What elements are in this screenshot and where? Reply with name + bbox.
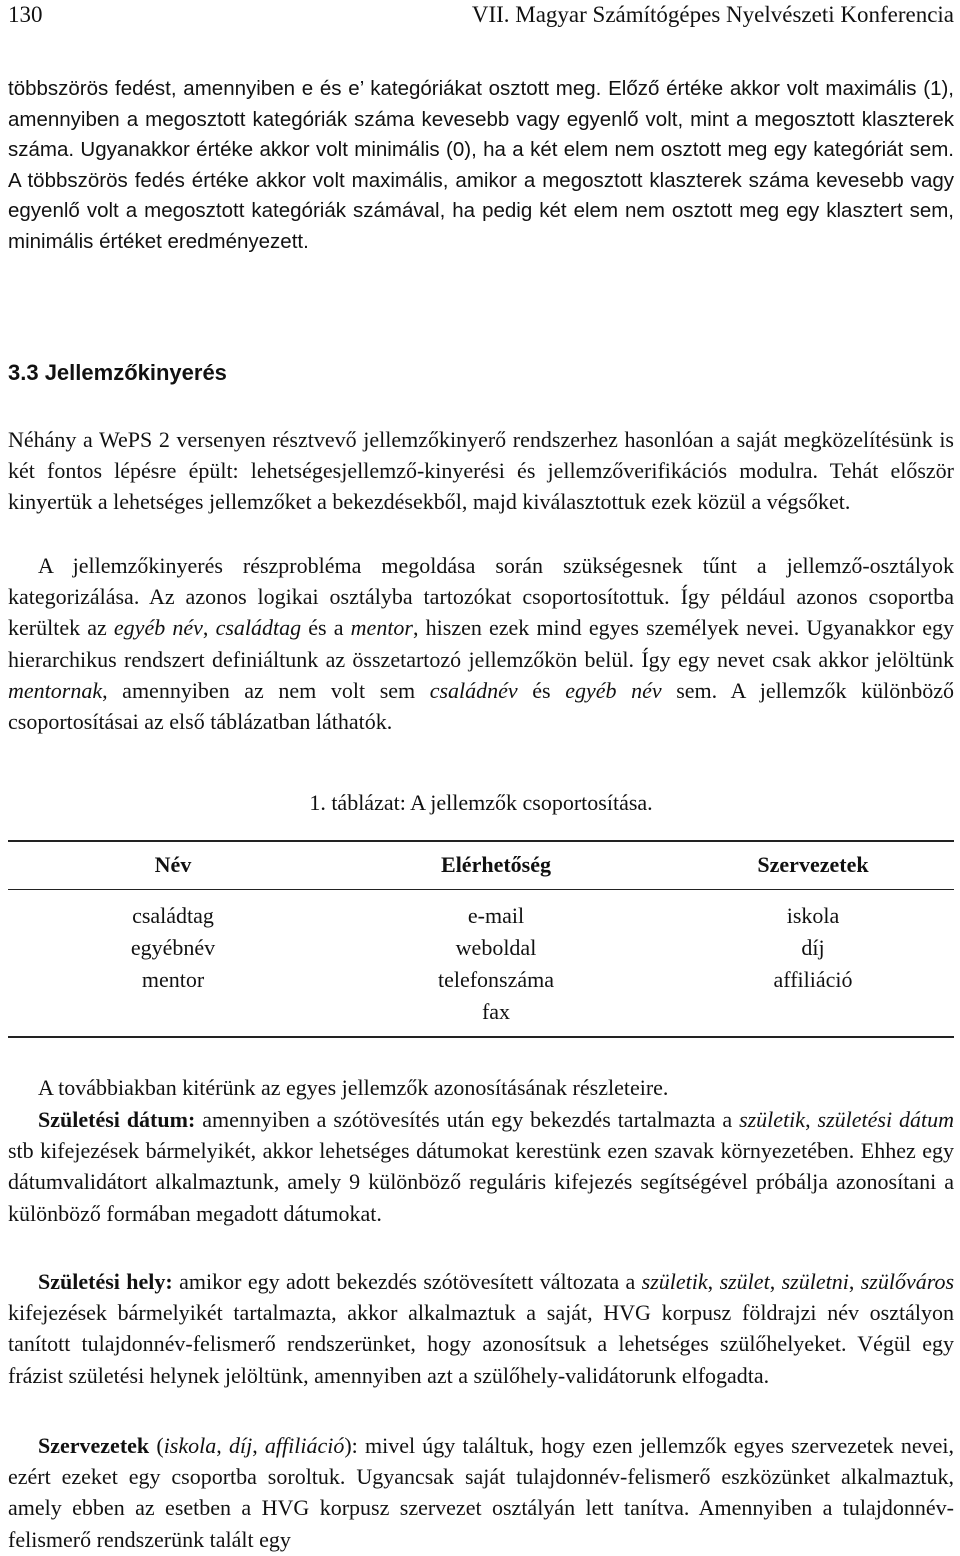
- text-run: ): mivel úgy találtuk, hogy ezen jellemzők egyes szervezetek nevei, ezért ezeket egy csoportba soroltuk. Ugyancsak saját tulajdonnév-felismerő eszközünket alkalmaztuk, amely ebben az esetben a HVG korpusz szervezet osztályán lett tanítva. Amennyiben a tulajdonnév-felismerő rendszerünk talált egy: [8, 1433, 955, 1552]
- table-header-rule: [8, 889, 954, 890]
- table-cell: e-mail: [467, 903, 525, 928]
- table-header-cell: Szervezetek: [757, 852, 869, 877]
- table-cell: telefonszáma: [437, 967, 555, 992]
- italic-term: affiliáció: [264, 1433, 345, 1458]
- text-run: (: [149, 1433, 164, 1458]
- table-bottom-rule: [8, 1036, 954, 1038]
- section-paragraph-2: [8, 550, 954, 737]
- table-cell: egyébnév: [130, 935, 216, 960]
- italic-term: születési dátum: [817, 1107, 955, 1132]
- bold-label: Születési dátum:: [38, 1107, 196, 1132]
- text-run: ,: [216, 1433, 229, 1458]
- table-caption: 1. táblázat: A jellemzők csoportosítása.: [309, 790, 653, 815]
- text-run: stb kifejezések bármelyikét, akkor lehetséges dátumokat kerestünk ezen szavak környezetében. Ehhez egy dátumvalidátort alkalmaztunk, amely 9 különböző reguláris kifejezés segítségével próbálja azonosítani a különböző formában megadott dátumokat.: [8, 1138, 954, 1226]
- table-cell: affiliáció: [773, 967, 853, 992]
- table-column-elerhetoseg: [346, 900, 646, 1028]
- birth-place-paragraph: [8, 1266, 954, 1391]
- italic-term: családnév: [429, 677, 518, 703]
- intro-paragraph: többszörös fedést, amennyiben e és e’ kategóriákat osztott meg. Előző értéke akkor volt maximális (1), amennyiben a megosztott kategóriák száma kevesebb vagy egyenlő volt, mint a megosztott klaszterek száma. Ugyanakkor értéke akkor volt minimális (0), ha a két elem nem osztott meg egy kategóriát sem. A többszörös fedés értéke akkor volt maximális, amikor a megosztott klaszterek száma kevesebb vagy egyenlő volt a megosztott kategóriák számával, ha pedig két elem nem osztott meg egy klasztert sem, minimális értéket eredményezett.: [8, 77, 954, 253]
- italic-term: mentor: [350, 615, 413, 641]
- page-number: 130: [8, 2, 43, 27]
- italic-term: iskola: [163, 1433, 217, 1458]
- text-run: ,: [252, 1433, 265, 1458]
- text-run: A jellemzőkinyerés részprobléma megoldása során szükségesnek tűnt a jellemző-osztályok kategorizálása. Az azonos logikai osztályba tartozókat csoportosítottuk. Így például azonos csoportba kerültek az: [8, 553, 954, 641]
- italic-term: születik: [641, 1269, 708, 1294]
- table-top-rule: [8, 840, 954, 842]
- section-paragraph-1: Néhány a WePS 2 versenyen résztvevő jellemzőkinyerő rendszerhez hasonlóan a saját megközelítésünk is két fontos lépésre épült: lehetségesjellemző-kinyerési és jellemzőverifikációs modulra. Tehát először kinyertük a lehetséges jellemzőket a bekezdésekből, majd kiválasztottuk ezek közül a végsőket.: [8, 427, 954, 515]
- text-run: sem. A jellemzők különböző csoportosításai az első táblázatban láthatók.: [8, 677, 954, 735]
- text-run: és a: [301, 615, 351, 641]
- after-table-line: A továbbiakban kitérünk az egyes jellemzők azonosításának részleteire.: [38, 1075, 669, 1100]
- italic-term: családtag: [215, 615, 302, 641]
- text-run: és: [517, 677, 566, 703]
- organizations-paragraph: [8, 1430, 954, 1555]
- italic-term: szülőváros: [860, 1269, 955, 1294]
- running-title: VII. Magyar Számítógépes Nyelvészeti Konferencia: [471, 2, 954, 27]
- italic-term: egyéb név: [565, 677, 662, 703]
- italic-term: szület: [719, 1269, 770, 1294]
- text-run: , amennyiben az nem volt sem: [102, 677, 430, 703]
- italic-term: egyéb név: [113, 615, 203, 641]
- italic-term: születni: [781, 1269, 849, 1294]
- bold-label: Szervezetek: [38, 1433, 150, 1458]
- text-run: kifejezések bármelyikét tartalmazta, akkor alkalmaztuk a saját, HVG korpusz földrajzi név osztályon tanított tulajdonnév-felismerő rendszerünket, hogy azonosítsuk a lehetséges szülőhelyeket. Végül egy frázist születési helynek jelöltünk, amennyiben azt a szülőhely-validátorunk elfogadta.: [8, 1300, 954, 1388]
- table-cell: fax: [481, 999, 511, 1024]
- table-cell: mentor: [141, 967, 205, 992]
- text-run: ,: [805, 1107, 818, 1132]
- table-cell: családtag: [132, 903, 214, 928]
- table-cell: díj: [801, 935, 825, 960]
- text-run: , hiszen ezek mind egyes személyek nevei. Ugyanakkor egy hierarchikus rendszert definiáltunk az összetartozó jellemzőkön belül. Így egy nevet csak akkor jelöltünk: [8, 615, 955, 672]
- table-cell: iskola: [786, 903, 840, 928]
- text-run: ,: [202, 615, 216, 641]
- italic-term: születik: [739, 1107, 806, 1132]
- text-run: ,: [769, 1269, 782, 1294]
- text-run: ,: [707, 1269, 720, 1294]
- table-column-nev: [23, 900, 323, 996]
- bold-label: Születési hely:: [38, 1269, 173, 1294]
- italic-term: mentornak: [8, 677, 103, 703]
- table-header-cell: Elérhetőség: [441, 852, 551, 877]
- table-cell: weboldal: [455, 935, 537, 960]
- birth-date-paragraph: [8, 1104, 954, 1229]
- text-run: amikor egy adott bekezdés szótövesített változata a: [172, 1269, 642, 1294]
- table-column-szervezetek: [663, 900, 960, 996]
- text-run: amennyiben a szótövesítés után egy bekezdés tartalmazta a: [195, 1107, 740, 1132]
- running-header: [8, 2, 954, 32]
- section-heading: 3.3 Jellemzőkinyerés: [8, 360, 227, 385]
- text-run: ,: [848, 1269, 861, 1294]
- italic-term: díj: [228, 1433, 253, 1458]
- table-header-cell: Név: [154, 852, 192, 877]
